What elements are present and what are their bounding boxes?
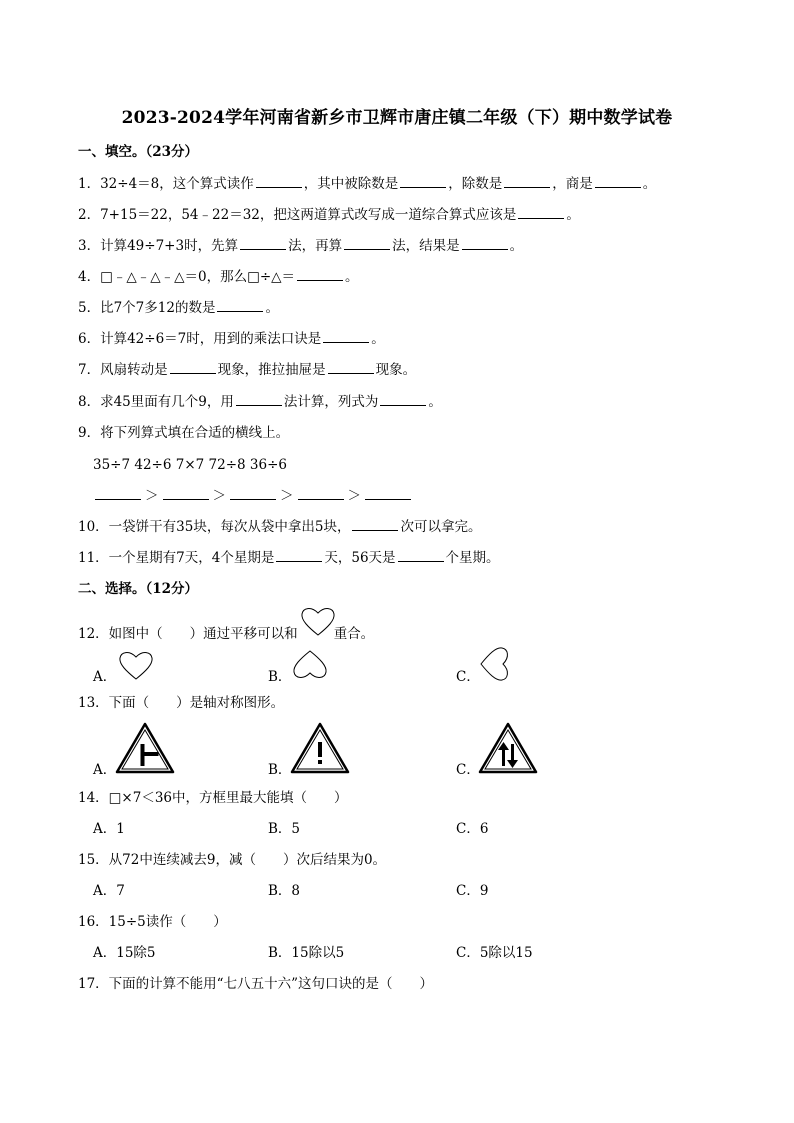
question-13-option-c[interactable]: C． bbox=[456, 762, 480, 778]
question-8: 8．求45里面有几个9，用 法计算，列式为 。 bbox=[78, 394, 442, 410]
section-choice-heading: 二、选择。（12分） bbox=[78, 581, 199, 597]
answer-blank[interactable] bbox=[297, 268, 343, 281]
question-15-option-b[interactable]: B．8 bbox=[268, 883, 301, 899]
question-3: 3．计算49÷7+3时，先算 法，再算 法，结果是 。 bbox=[78, 238, 524, 254]
answer-blank[interactable] bbox=[298, 487, 344, 500]
question-4: 4．□﹣△﹣△﹣△＝0，那么□÷△＝ 。 bbox=[78, 269, 359, 285]
warning-sign-icon bbox=[290, 722, 350, 774]
question-12-option-a[interactable]: A． bbox=[93, 669, 117, 685]
question-13: 13．下面（ ）是轴对称图形。 bbox=[78, 695, 285, 711]
heart-option-a-icon bbox=[118, 650, 154, 682]
answer-blank[interactable] bbox=[352, 518, 398, 531]
question-9: 9．将下列算式填在合适的横线上。 bbox=[78, 425, 290, 441]
question-10: 10．一袋饼干有35块，每次从袋中拿出5块， 次可以拿完。 bbox=[78, 519, 482, 535]
question-14-option-b[interactable]: B．5 bbox=[268, 821, 301, 837]
answer-blank[interactable] bbox=[236, 393, 282, 406]
question-16-option-a[interactable]: A．15除5 bbox=[93, 945, 156, 961]
question-12: 12．如图中（ ）通过平移可以和 重合。 bbox=[78, 626, 375, 642]
t-junction-sign-icon bbox=[115, 722, 175, 774]
question-13-option-a[interactable]: A． bbox=[93, 762, 117, 778]
question-17: 17．下面的计算不能用“七八五十六”这句口诀的是（ ） bbox=[78, 976, 433, 992]
answer-blank[interactable] bbox=[365, 487, 411, 500]
question-12-option-c[interactable]: C． bbox=[456, 669, 480, 685]
heart-option-b-icon bbox=[292, 648, 328, 680]
question-15-option-c[interactable]: C．9 bbox=[456, 883, 489, 899]
question-2: 2．7+15＝22，54﹣22＝32，把这两道算式改写成一道综合算式应该是 。 bbox=[78, 207, 580, 223]
question-16: 16．15÷5读作（ ） bbox=[78, 914, 227, 930]
question-9-expressions: 35÷7 42÷6 7×7 72÷8 36÷6 bbox=[93, 457, 287, 473]
question-16-option-c[interactable]: C．5除以15 bbox=[456, 945, 533, 961]
question-1: 1．32÷4＝8，这个算式读作 ，其中被除数是 ，除数是 ，商是 。 bbox=[78, 176, 657, 192]
question-11: 11．一个星期有7天，4个星期是 天，56天是 个星期。 bbox=[78, 550, 500, 566]
answer-blank[interactable] bbox=[256, 175, 302, 188]
answer-blank[interactable] bbox=[380, 393, 426, 406]
answer-blank[interactable] bbox=[230, 487, 276, 500]
answer-blank[interactable] bbox=[323, 330, 369, 343]
answer-blank[interactable] bbox=[504, 175, 550, 188]
reference-heart-icon bbox=[300, 606, 336, 638]
question-13-option-b[interactable]: B． bbox=[268, 762, 292, 778]
answer-blank[interactable] bbox=[217, 299, 263, 312]
question-14-option-a[interactable]: A．1 bbox=[93, 821, 125, 837]
question-7: 7．风扇转动是 现象，推拉抽屉是 现象。 bbox=[78, 362, 417, 378]
section-fill-blank-heading: 一、填空。（23分） bbox=[78, 144, 199, 160]
answer-blank[interactable] bbox=[240, 237, 286, 250]
question-14-option-c[interactable]: C．6 bbox=[456, 821, 489, 837]
answer-blank[interactable] bbox=[276, 549, 322, 562]
answer-blank[interactable] bbox=[518, 206, 564, 219]
two-way-traffic-sign-icon bbox=[478, 722, 538, 774]
answer-blank[interactable] bbox=[170, 361, 216, 374]
page-title: 2023-2024学年河南省新乡市卫辉市唐庄镇二年级（下）期中数学试卷 bbox=[121, 108, 673, 128]
answer-blank[interactable] bbox=[398, 549, 444, 562]
answer-blank[interactable] bbox=[344, 237, 390, 250]
question-9-order-line: ＞ ＞ ＞ ＞ bbox=[93, 487, 413, 505]
answer-blank[interactable] bbox=[328, 361, 374, 374]
answer-blank[interactable] bbox=[595, 175, 641, 188]
question-15-option-a[interactable]: A．7 bbox=[93, 883, 125, 899]
answer-blank[interactable] bbox=[95, 487, 141, 500]
question-6: 6．计算42÷6＝7时，用到的乘法口诀是 。 bbox=[78, 331, 385, 347]
heart-option-c-icon bbox=[478, 646, 514, 682]
answer-blank[interactable] bbox=[163, 487, 209, 500]
answer-blank[interactable] bbox=[400, 175, 446, 188]
question-16-option-b[interactable]: B．15除以5 bbox=[268, 945, 345, 961]
question-15: 15．从72中连续减去9，减（ ）次后结果为0。 bbox=[78, 852, 387, 868]
answer-blank[interactable] bbox=[462, 237, 508, 250]
question-14: 14．□×7＜36中，方框里最大能填（ ） bbox=[78, 790, 348, 806]
question-5: 5．比7个7多12的数是 。 bbox=[78, 300, 279, 316]
question-12-option-b[interactable]: B． bbox=[268, 669, 292, 685]
